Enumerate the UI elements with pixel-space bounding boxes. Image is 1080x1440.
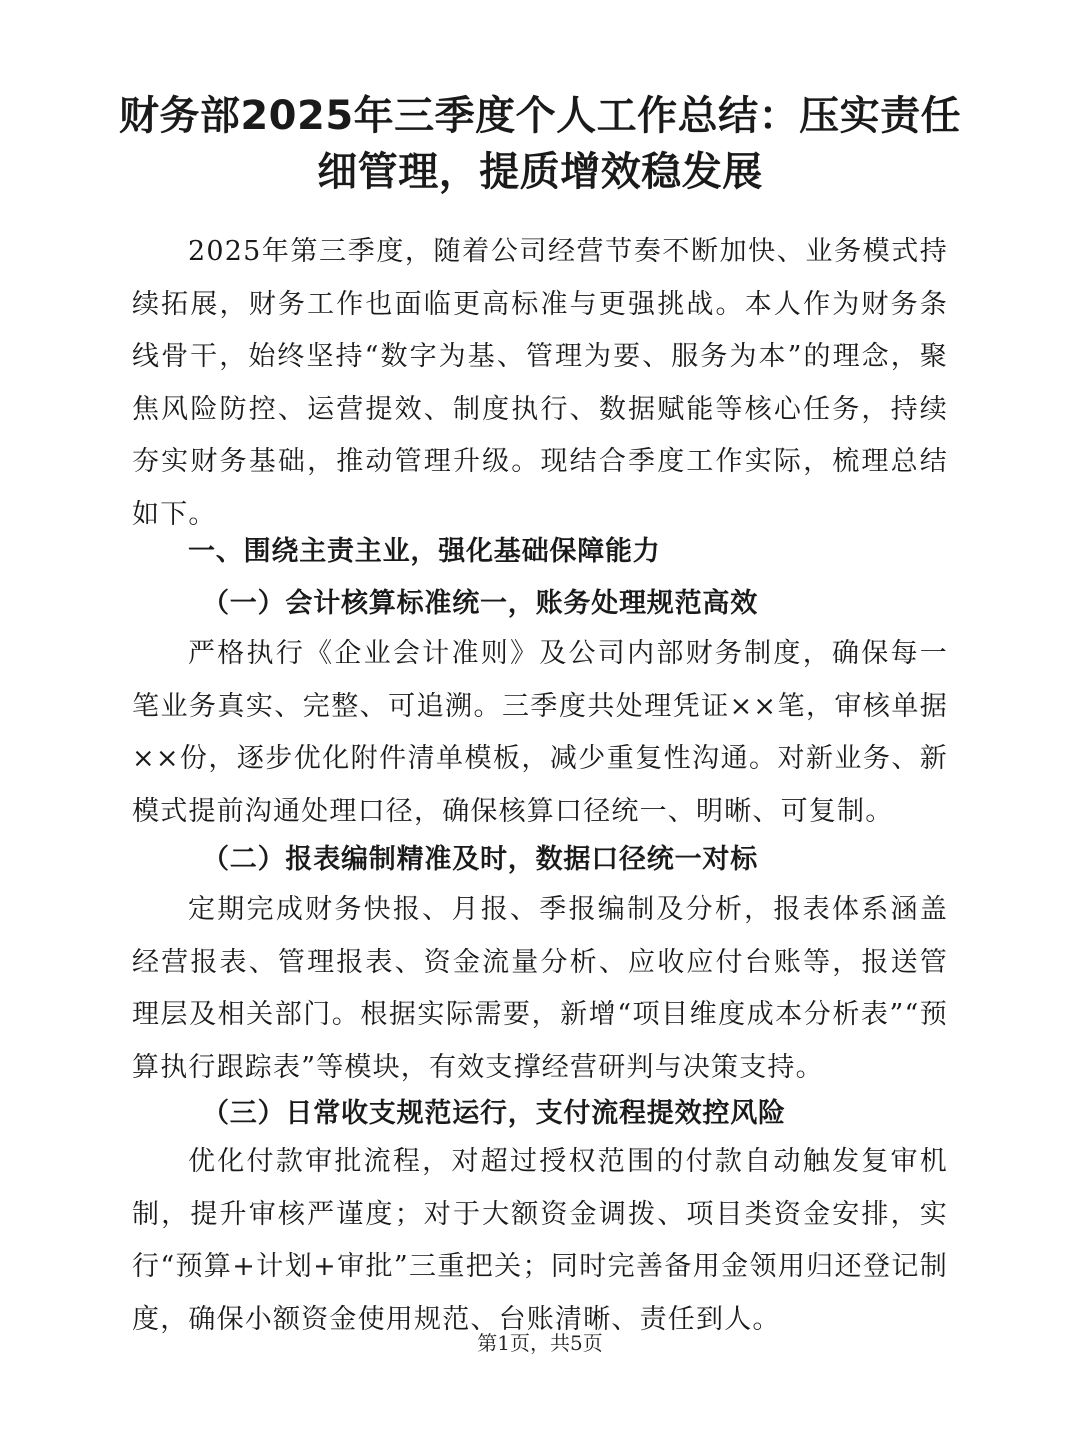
subsection-heading-3: （三）日常收支规范运行，支付流程提效控风险 [202, 1098, 786, 1129]
subsection-heading-2: （二）报表编制精准及时，数据口径统一对标 [202, 844, 758, 875]
subsection-paragraph-2: 定期完成财务快报、月报、季报编制及分析，报表体系涵盖经营报表、管理报表、资金流量分析、应收应付台账等，报送管理层及相关部门。根据实际需要，新增“项目维度成本分析表”“预算执行跟踪表”等模块，有效支撑经营研判与决策支持。 [132, 894, 948, 1083]
subsection-paragraph-1: 严格执行《企业会计准则》及公司内部财务制度，确保每一笔业务真实、完整、可追溯。三季度共处理凭证××笔，审核单据××份，逐步优化附件清单模板，减少重复性沟通。对新业务、新模式提前沟通处理口径，确保核算口径统一、明晰、可复制。 [132, 638, 948, 827]
subsection-heading-1: （一）会计核算标准统一，账务处理规范高效 [202, 588, 758, 619]
document-title: 财务部2025年三季度个人工作总结：压实责任细管理，提质增效稳发展 [118, 93, 962, 195]
subsection-paragraph-3: 优化付款审批流程，对超过授权范围的付款自动触发复审机制，提升审核严谨度；对于大额资金调拨、项目类资金安排，实行“预算+计划+审批”三重把关；同时完善备用金领用归还登记制度，确保小额资金使用规范、台账清晰、责任到人。 [132, 1146, 948, 1335]
page-number: 第1页，共5页 [477, 1331, 603, 1355]
section-heading-1: 一、围绕主责主业，强化基础保障能力 [188, 536, 661, 567]
intro-paragraph: 2025年第三季度，随着公司经营节奏不断加快、业务模式持续拓展，财务工作也面临更高标准与更强挑战。本人作为财务条线骨干，始终坚持“数字为基、管理为要、服务为本”的理念，聚焦风险防控、运营提效、制度执行、数据赋能等核心任务，持续夯实财务基础，推动管理升级。现结合季度工作实际，梳理总结如下。 [132, 236, 948, 530]
